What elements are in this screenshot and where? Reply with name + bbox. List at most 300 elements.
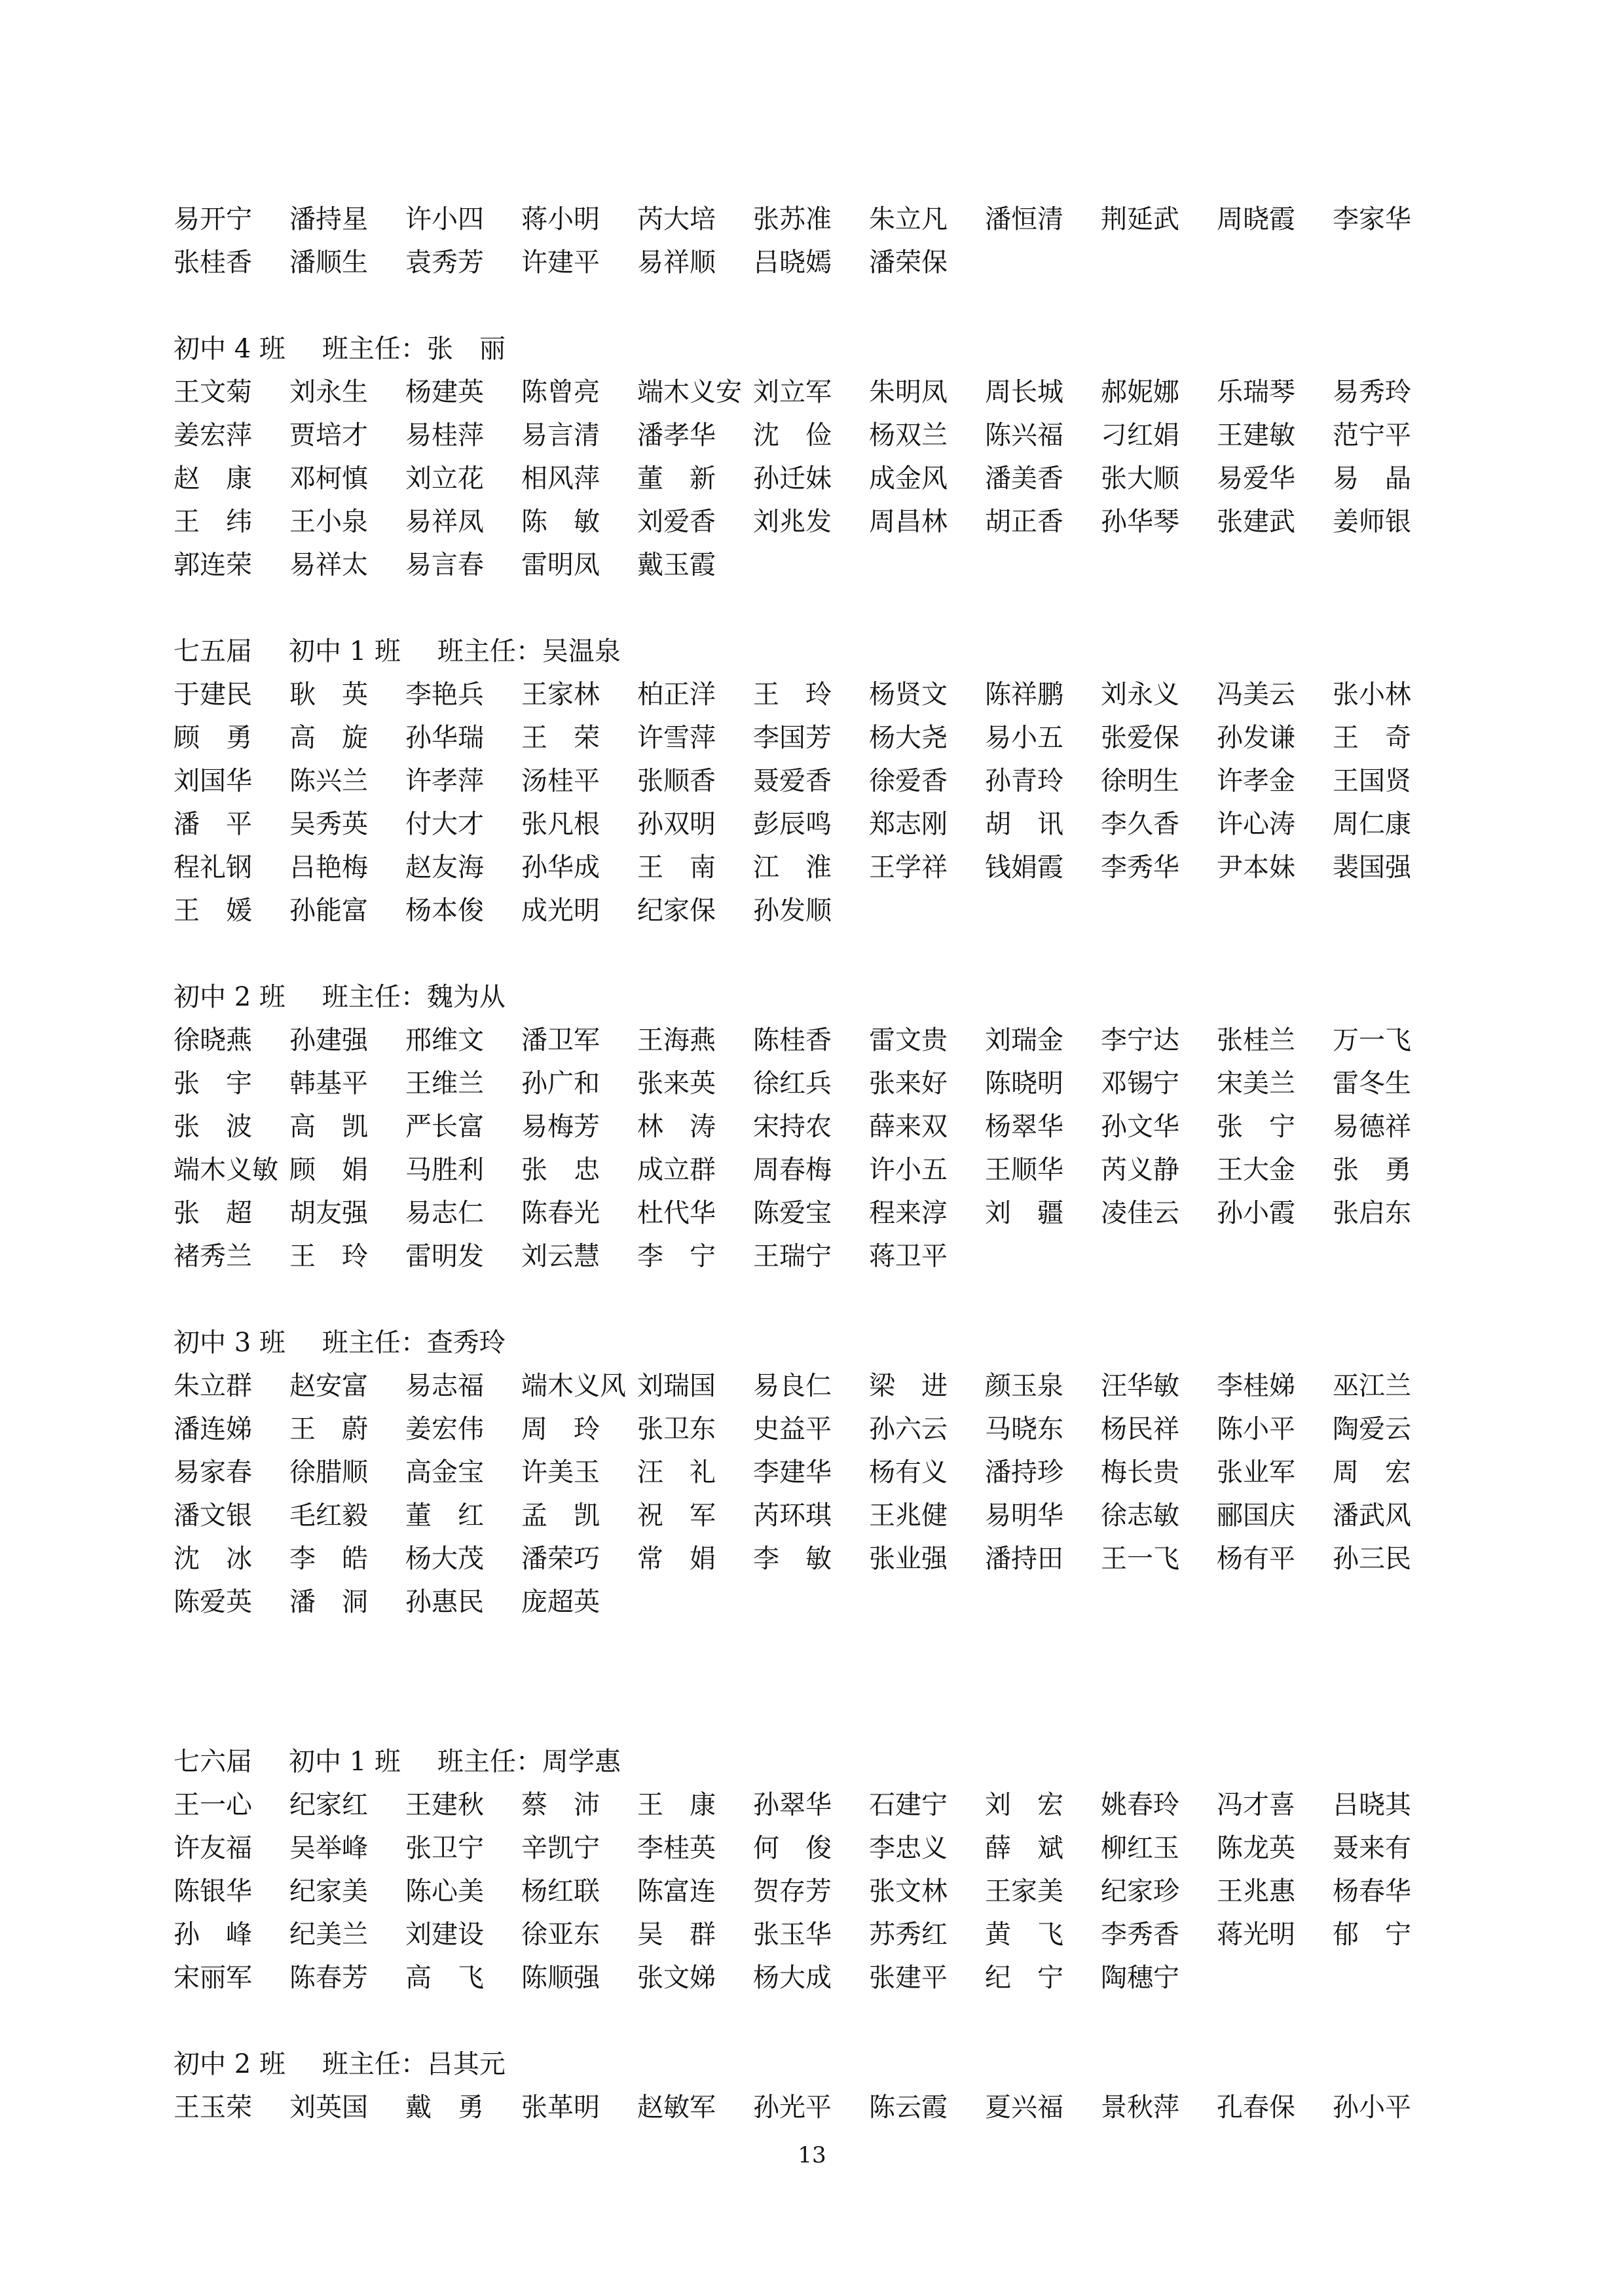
class-block <box>174 198 1483 284</box>
student-name: 朱明凤 <box>869 377 948 407</box>
student-name: 王学祥 <box>869 852 948 883</box>
student-name: 张苏准 <box>753 204 832 234</box>
student-name: 陈爱宝 <box>753 1198 832 1228</box>
name-row <box>174 1827 1483 1870</box>
name-row <box>174 1783 1483 1827</box>
student-name: 雷明凤 <box>521 550 600 580</box>
student-name: 杨有义 <box>869 1457 948 1487</box>
student-name: 王一飞 <box>1101 1544 1179 1574</box>
student-name: 薛 斌 <box>985 1833 1063 1863</box>
student-name: 尹本妹 <box>1217 852 1295 883</box>
student-name: 陈顺强 <box>521 1963 600 1993</box>
student-name: 纪家红 <box>289 1790 368 1820</box>
student-name: 陈富连 <box>637 1876 716 1906</box>
name-row <box>174 1192 1483 1235</box>
student-name: 纪家保 <box>637 896 716 926</box>
student-name: 董 红 <box>405 1501 484 1531</box>
student-name: 潘恒清 <box>985 204 1063 234</box>
student-name: 易 晶 <box>1333 464 1411 494</box>
name-row <box>174 1408 1483 1451</box>
student-name: 王兆惠 <box>1217 1876 1295 1906</box>
student-name: 孙华瑞 <box>405 723 484 753</box>
student-name: 吴秀英 <box>289 809 368 839</box>
student-name: 李宁达 <box>1101 1025 1179 1055</box>
student-name: 郭连荣 <box>174 550 252 580</box>
student-name: 雷文贵 <box>869 1025 948 1055</box>
student-name: 姜宏萍 <box>174 420 252 450</box>
student-name: 易梅芳 <box>521 1112 600 1142</box>
student-name: 潘荣巧 <box>521 1544 600 1574</box>
student-name: 成光明 <box>521 896 600 926</box>
student-name: 易志福 <box>405 1371 484 1401</box>
student-name: 易秀玲 <box>1333 377 1411 407</box>
roster-page <box>174 198 1483 2172</box>
student-name: 孙发顺 <box>753 896 832 926</box>
class-label: 初中 2 班 <box>174 982 286 1012</box>
student-name: 刘兆发 <box>753 507 832 537</box>
student-name: 徐亚东 <box>521 1920 600 1950</box>
student-name: 孙惠民 <box>405 1587 484 1617</box>
student-name: 王建敏 <box>1217 420 1295 450</box>
student-name: 孔春保 <box>1217 2092 1295 2123</box>
student-name: 张 超 <box>174 1198 252 1228</box>
student-name: 张小林 <box>1333 680 1411 710</box>
student-name: 陶穗宁 <box>1101 1963 1179 1993</box>
student-name: 潘孝华 <box>637 420 716 450</box>
student-name: 张大顺 <box>1101 464 1179 494</box>
student-name: 潘 平 <box>174 809 252 839</box>
name-row <box>174 846 1483 889</box>
student-name: 朱立凡 <box>869 204 948 234</box>
student-name: 严长富 <box>405 1112 484 1142</box>
name-row <box>174 414 1483 457</box>
student-name: 蔡 沛 <box>521 1790 600 1820</box>
student-name: 郝妮娜 <box>1101 377 1179 407</box>
student-name: 易良仁 <box>753 1371 832 1401</box>
student-name: 刘永生 <box>289 377 368 407</box>
name-row <box>174 1537 1483 1580</box>
class-block <box>174 1740 1483 1999</box>
student-name: 徐腊顺 <box>289 1457 368 1487</box>
student-name: 孙三民 <box>1333 1544 1411 1574</box>
class-block <box>174 2043 1483 2129</box>
student-name: 程礼钢 <box>174 852 252 883</box>
student-name: 潘顺生 <box>289 247 368 278</box>
name-row <box>174 241 1483 284</box>
class-header <box>174 1740 1483 1783</box>
student-name: 赵 康 <box>174 464 252 494</box>
class-header <box>174 2043 1483 2086</box>
student-name: 张 勇 <box>1333 1155 1411 1185</box>
student-name: 邢维文 <box>405 1025 484 1055</box>
student-name: 成立群 <box>637 1155 716 1185</box>
student-name: 孟 凯 <box>521 1501 600 1531</box>
student-name: 刘瑞金 <box>985 1025 1063 1055</box>
student-name: 郦国庆 <box>1217 1501 1295 1531</box>
student-name: 李秀香 <box>1101 1920 1179 1950</box>
student-name: 颜玉泉 <box>985 1371 1063 1401</box>
student-name: 王大金 <box>1217 1155 1295 1185</box>
student-name: 王国贤 <box>1333 766 1411 796</box>
student-name: 王瑞宁 <box>753 1241 832 1271</box>
student-name: 张革明 <box>521 2092 600 2123</box>
student-name: 常 娟 <box>637 1544 716 1574</box>
student-name: 易爱华 <box>1217 464 1295 494</box>
student-name: 孙光平 <box>753 2092 832 2123</box>
student-name: 李国芳 <box>753 723 832 753</box>
student-name: 易德祥 <box>1333 1112 1411 1142</box>
name-row <box>174 1148 1483 1192</box>
class-header <box>174 975 1483 1019</box>
term-label: 七五届 <box>174 636 252 666</box>
student-name: 王家美 <box>985 1876 1063 1906</box>
name-row <box>174 673 1483 716</box>
student-name: 潘荣保 <box>869 247 948 278</box>
name-row <box>174 1956 1483 1999</box>
student-name: 彭辰鸣 <box>753 809 832 839</box>
student-name: 褚秀兰 <box>174 1241 252 1271</box>
student-name: 王家林 <box>521 680 600 710</box>
student-name: 杨红联 <box>521 1876 600 1906</box>
student-name: 易桂萍 <box>405 420 484 450</box>
student-name: 吴举峰 <box>289 1833 368 1863</box>
student-name: 乐瑞琴 <box>1217 377 1295 407</box>
student-name: 端木义风 <box>521 1371 626 1401</box>
student-name: 杨春华 <box>1333 1876 1411 1906</box>
student-name: 许孝萍 <box>405 766 484 796</box>
student-name: 宋丽军 <box>174 1963 252 1993</box>
student-name: 张启东 <box>1333 1198 1411 1228</box>
teacher-label: 班主任：魏为从 <box>322 982 506 1012</box>
student-name: 孙建强 <box>289 1025 368 1055</box>
student-name: 汪 礼 <box>637 1457 716 1487</box>
student-name: 梅长贵 <box>1101 1457 1179 1487</box>
student-name: 周昌林 <box>869 507 948 537</box>
student-name: 江 淮 <box>753 852 832 883</box>
student-name: 戴玉霞 <box>637 550 716 580</box>
class-header <box>174 327 1483 371</box>
name-row <box>174 1913 1483 1956</box>
student-name: 邓柯慎 <box>289 464 368 494</box>
student-name: 许心涛 <box>1217 809 1295 839</box>
student-name: 潘 洞 <box>289 1587 368 1617</box>
student-name: 韩基平 <box>289 1068 368 1099</box>
student-name: 陈春光 <box>521 1198 600 1228</box>
student-name: 王 媛 <box>174 896 252 926</box>
class-label: 初中 2 班 <box>174 2049 286 2079</box>
student-name: 姚春玲 <box>1101 1790 1179 1820</box>
student-name: 潘美香 <box>985 464 1063 494</box>
student-name: 张文林 <box>869 1876 948 1906</box>
student-name: 何 俊 <box>753 1833 832 1863</box>
student-name: 潘持珍 <box>985 1457 1063 1487</box>
student-name: 沈 冰 <box>174 1544 252 1574</box>
student-name: 端木义敏 <box>174 1155 278 1185</box>
name-row <box>174 198 1483 241</box>
student-name: 周晓霞 <box>1217 204 1295 234</box>
student-name: 陈桂香 <box>753 1025 832 1055</box>
student-name: 柏正洋 <box>637 680 716 710</box>
student-name: 巫江兰 <box>1333 1371 1411 1401</box>
student-name: 陈晓明 <box>985 1068 1063 1099</box>
teacher-label: 班主任：周学惠 <box>437 1747 621 1777</box>
student-name: 张卫宁 <box>405 1833 484 1863</box>
student-name: 汪华敏 <box>1101 1371 1179 1401</box>
name-row <box>174 889 1483 932</box>
student-name: 张业军 <box>1217 1457 1295 1487</box>
student-name: 刘 疆 <box>985 1198 1063 1228</box>
name-row <box>174 1494 1483 1537</box>
student-name: 吴 群 <box>637 1920 716 1950</box>
student-name: 杨大茂 <box>405 1544 484 1574</box>
student-name: 孙迁妹 <box>753 464 832 494</box>
student-name: 纪家珍 <box>1101 1876 1179 1906</box>
student-name: 易祥太 <box>289 550 368 580</box>
student-name: 吕晓嫣 <box>753 247 832 278</box>
student-name: 孙华琴 <box>1101 507 1179 537</box>
student-name: 易明华 <box>985 1501 1063 1531</box>
student-name: 聂爱香 <box>753 766 832 796</box>
student-name: 梁 进 <box>869 1371 948 1401</box>
name-row <box>174 716 1483 759</box>
student-name: 徐红兵 <box>753 1068 832 1099</box>
student-name: 孙 峰 <box>174 1920 252 1950</box>
student-name: 宋美兰 <box>1217 1068 1295 1099</box>
class-block <box>174 327 1483 587</box>
student-name: 郁 宁 <box>1333 1920 1411 1950</box>
student-name: 张桂香 <box>174 247 252 278</box>
class-block <box>174 975 1483 1278</box>
name-row <box>174 500 1483 543</box>
student-name: 相风萍 <box>521 464 600 494</box>
student-name: 马晓东 <box>985 1414 1063 1444</box>
student-name: 陈兴兰 <box>289 766 368 796</box>
name-row <box>174 371 1483 414</box>
student-name: 赵安富 <box>289 1371 368 1401</box>
name-row <box>174 543 1483 587</box>
student-name: 易言春 <box>405 550 484 580</box>
student-name: 雷明发 <box>405 1241 484 1271</box>
student-name: 刁红娟 <box>1101 420 1179 450</box>
student-name: 钱娟霞 <box>985 852 1063 883</box>
name-row <box>174 759 1483 803</box>
student-name: 董 新 <box>637 464 716 494</box>
student-name: 高 凯 <box>289 1112 368 1142</box>
student-name: 许美玉 <box>521 1457 600 1487</box>
teacher-label: 班主任：张 丽 <box>322 334 506 364</box>
student-name: 杨建英 <box>405 377 484 407</box>
student-name: 陈云霞 <box>869 2092 948 2123</box>
student-name: 李忠义 <box>869 1833 948 1863</box>
page-number: 13 <box>798 2142 826 2168</box>
student-name: 纪美兰 <box>289 1920 368 1950</box>
student-name: 周仁康 <box>1333 809 1411 839</box>
student-name: 王 玲 <box>289 1241 368 1271</box>
class-header <box>174 630 1483 673</box>
student-name: 邓锡宁 <box>1101 1068 1179 1099</box>
student-name: 张 宁 <box>1217 1112 1295 1142</box>
student-name: 庞超英 <box>521 1587 600 1617</box>
student-name: 周 玲 <box>521 1414 600 1444</box>
student-name: 刘立花 <box>405 464 484 494</box>
student-name: 孙六云 <box>869 1414 948 1444</box>
student-name: 冯才喜 <box>1217 1790 1295 1820</box>
student-name: 胡 讯 <box>985 809 1063 839</box>
student-name: 徐晓燕 <box>174 1025 252 1055</box>
student-name: 林 涛 <box>637 1112 716 1142</box>
student-name: 景秋萍 <box>1101 2092 1179 2123</box>
student-name: 刘建设 <box>405 1920 484 1950</box>
student-name: 黄 飞 <box>985 1920 1063 1950</box>
name-row <box>174 1235 1483 1278</box>
student-name: 杨有平 <box>1217 1544 1295 1574</box>
student-name: 刘爱香 <box>637 507 716 537</box>
student-name: 孙双明 <box>637 809 716 839</box>
student-name: 王 奇 <box>1333 723 1411 753</box>
student-name: 许小四 <box>405 204 484 234</box>
name-row <box>174 1364 1483 1408</box>
student-name: 程来淳 <box>869 1198 948 1228</box>
student-name: 贺存芳 <box>753 1876 832 1906</box>
student-name: 许雪萍 <box>637 723 716 753</box>
student-name: 纪家美 <box>289 1876 368 1906</box>
class-label: 初中 3 班 <box>174 1328 286 1358</box>
student-name: 易小五 <box>985 723 1063 753</box>
student-name: 陈爱英 <box>174 1587 252 1617</box>
student-name: 刘瑞国 <box>637 1371 716 1401</box>
student-name: 毛红毅 <box>289 1501 368 1531</box>
student-name: 周 宏 <box>1333 1457 1411 1487</box>
student-name: 周春梅 <box>753 1155 832 1185</box>
student-name: 许孝金 <box>1217 766 1295 796</box>
student-name: 王顺华 <box>985 1155 1063 1185</box>
student-name: 易志仁 <box>405 1198 484 1228</box>
student-name: 徐爱香 <box>869 766 948 796</box>
student-name: 李桂英 <box>637 1833 716 1863</box>
student-name: 高金宝 <box>405 1457 484 1487</box>
student-name: 芮大培 <box>637 204 716 234</box>
student-name: 王 康 <box>637 1790 716 1820</box>
student-name: 潘持星 <box>289 204 368 234</box>
teacher-label: 班主任：查秀玲 <box>322 1328 506 1358</box>
student-name: 蒋小明 <box>521 204 600 234</box>
student-name: 王海燕 <box>637 1025 716 1055</box>
student-name: 杜代华 <box>637 1198 716 1228</box>
student-name: 张玉华 <box>753 1920 832 1950</box>
student-name: 胡友强 <box>289 1198 368 1228</box>
student-name: 聂来有 <box>1333 1833 1411 1863</box>
student-name: 姜宏伟 <box>405 1414 484 1444</box>
student-name: 张 忠 <box>521 1155 600 1185</box>
student-name: 宋持农 <box>753 1112 832 1142</box>
student-name: 杨大成 <box>753 1963 832 1993</box>
student-name: 王 玲 <box>753 680 832 710</box>
student-name: 杨民祥 <box>1101 1414 1179 1444</box>
student-name: 王兆健 <box>869 1501 948 1531</box>
section-gap <box>174 1667 1483 1740</box>
student-name: 易开宁 <box>174 204 252 234</box>
student-name: 周长城 <box>985 377 1063 407</box>
student-name: 张卫东 <box>637 1414 716 1444</box>
student-name: 蒋光明 <box>1217 1920 1295 1950</box>
student-name: 李 敏 <box>753 1544 832 1574</box>
student-name: 端木义安 <box>637 377 742 407</box>
student-name: 李桂娣 <box>1217 1371 1295 1401</box>
student-name: 陶爱云 <box>1333 1414 1411 1444</box>
student-name: 许建平 <box>521 247 600 278</box>
student-name: 裴国强 <box>1333 852 1411 883</box>
student-name: 易家春 <box>174 1457 252 1487</box>
student-name: 张来好 <box>869 1068 948 1099</box>
student-name: 贾培才 <box>289 420 368 450</box>
student-name: 石建宁 <box>869 1790 948 1820</box>
student-name: 李艳兵 <box>405 680 484 710</box>
student-name: 杨双兰 <box>869 420 948 450</box>
student-name: 陈心美 <box>405 1876 484 1906</box>
student-name: 刘云慧 <box>521 1241 600 1271</box>
student-name: 马胜利 <box>405 1155 484 1185</box>
student-name: 孙小平 <box>1333 2092 1411 2123</box>
class-block <box>174 630 1483 932</box>
student-name: 许友福 <box>174 1833 252 1863</box>
student-name: 郑志刚 <box>869 809 948 839</box>
student-name: 易言清 <box>521 420 600 450</box>
name-row <box>174 1580 1483 1624</box>
student-name: 成金风 <box>869 464 948 494</box>
student-name: 陈 敏 <box>521 507 600 537</box>
student-name: 潘文银 <box>174 1501 252 1531</box>
name-row <box>174 457 1483 500</box>
class-label: 初中 1 班 <box>289 1747 401 1777</box>
student-name: 潘卫军 <box>521 1025 600 1055</box>
student-name: 张建平 <box>869 1963 948 1993</box>
name-row <box>174 803 1483 846</box>
student-name: 芮义静 <box>1101 1155 1179 1185</box>
student-name: 刘 宏 <box>985 1790 1063 1820</box>
student-name: 张文娣 <box>637 1963 716 1993</box>
student-name: 陈春芳 <box>289 1963 368 1993</box>
name-row <box>174 1105 1483 1148</box>
student-name: 杨翠华 <box>985 1112 1063 1142</box>
student-name: 陈龙英 <box>1217 1833 1295 1863</box>
student-name: 李 宁 <box>637 1241 716 1271</box>
name-row <box>174 2086 1483 2129</box>
student-name: 于建民 <box>174 680 252 710</box>
student-name: 朱立群 <box>174 1371 252 1401</box>
student-name: 孙能富 <box>289 896 368 926</box>
student-name: 刘立军 <box>753 377 832 407</box>
student-name: 顾 娟 <box>289 1155 368 1185</box>
student-name: 顾 勇 <box>174 723 252 753</box>
student-name: 柳红玉 <box>1101 1833 1179 1863</box>
student-name: 徐明生 <box>1101 766 1179 796</box>
student-name: 杨贤文 <box>869 680 948 710</box>
student-name: 杨本俊 <box>405 896 484 926</box>
student-name: 王建秋 <box>405 1790 484 1820</box>
class-block <box>174 1321 1483 1624</box>
student-name: 沈 俭 <box>753 420 832 450</box>
student-name: 雷冬生 <box>1333 1068 1411 1099</box>
student-name: 荆延武 <box>1101 204 1179 234</box>
student-name: 刘永义 <box>1101 680 1179 710</box>
student-name: 陈曾亮 <box>521 377 600 407</box>
student-name: 潘武风 <box>1333 1501 1411 1531</box>
student-name: 苏秀红 <box>869 1920 948 1950</box>
student-name: 耿 英 <box>289 680 368 710</box>
student-name: 王一心 <box>174 1790 252 1820</box>
student-name: 李 皓 <box>289 1544 368 1574</box>
student-name: 李建华 <box>753 1457 832 1487</box>
